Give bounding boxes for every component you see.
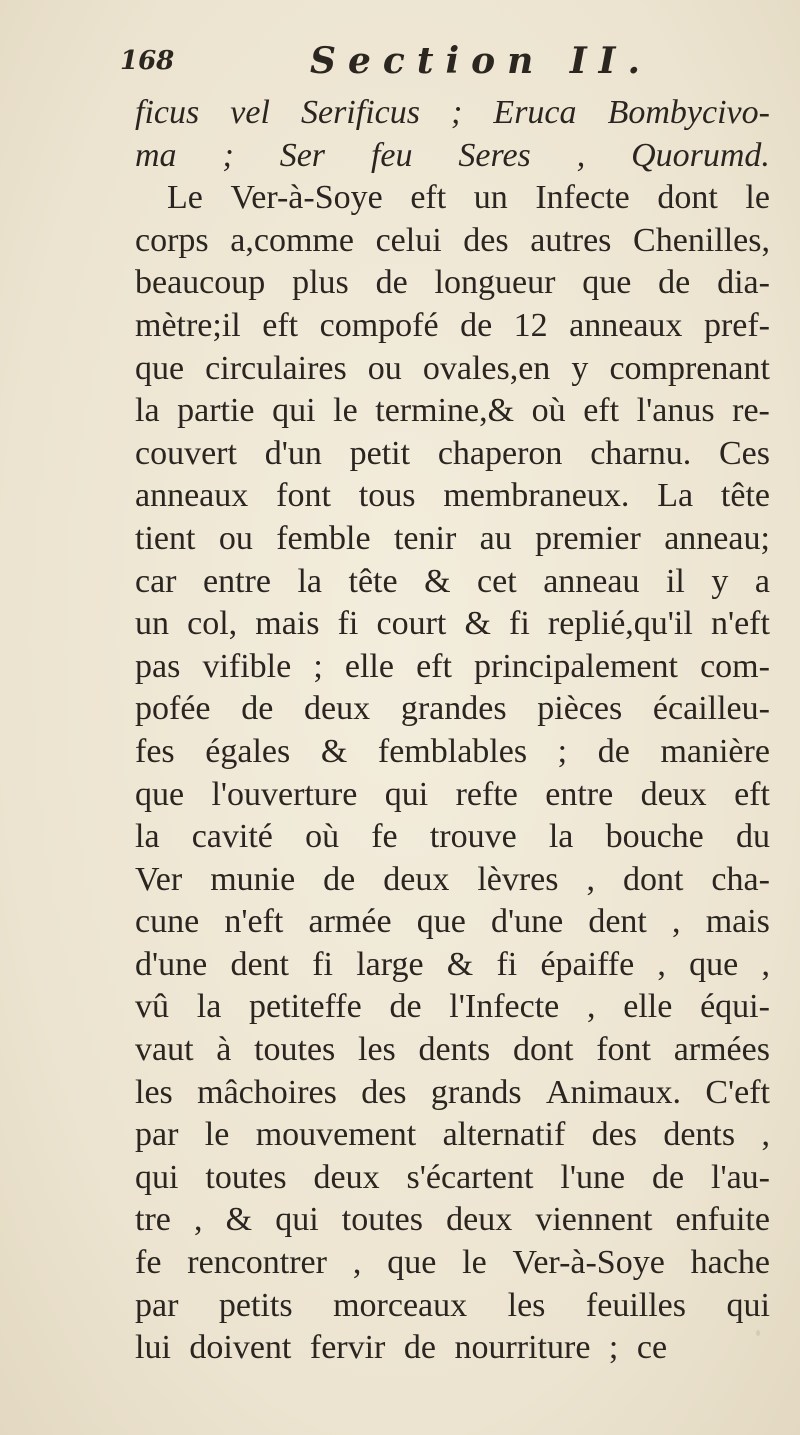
word: deux <box>640 775 707 813</box>
word: dent <box>588 903 647 941</box>
word: plus <box>292 264 349 302</box>
word: de <box>241 690 274 728</box>
word: cha- <box>711 860 770 898</box>
text-line <box>135 305 770 348</box>
word: que <box>582 264 632 302</box>
word: , <box>761 1116 770 1154</box>
word: couvert <box>135 434 237 472</box>
word: eft <box>583 392 620 430</box>
word: le <box>745 179 770 217</box>
word: des <box>591 1116 637 1154</box>
word: elle <box>623 988 673 1026</box>
word: femblables <box>377 732 528 770</box>
word: Ver <box>135 860 183 898</box>
word: Seres <box>458 136 531 174</box>
word: Eruca <box>493 94 577 131</box>
word: armée <box>308 903 392 941</box>
word: de <box>389 988 422 1026</box>
word: longueur <box>434 264 556 302</box>
word: , <box>193 1201 203 1239</box>
word: ma <box>135 136 177 174</box>
word: Ver-à-Soye <box>230 179 383 217</box>
text-line <box>135 475 770 518</box>
word: vel <box>230 94 270 131</box>
text-line <box>135 986 770 1029</box>
word: pièces <box>537 690 623 728</box>
word: font <box>276 477 331 515</box>
word: de <box>323 860 356 898</box>
word: fi <box>509 605 530 643</box>
word: y <box>571 349 589 387</box>
word: tre <box>135 1201 171 1239</box>
word: pofée <box>135 690 211 728</box>
word: fe <box>371 818 398 856</box>
word: replié,qu'il <box>547 605 693 643</box>
word: ovales,en <box>422 349 551 387</box>
word: , <box>576 136 586 174</box>
word: & <box>464 605 491 643</box>
word: qui <box>275 1201 319 1239</box>
word: court <box>376 605 447 643</box>
word: tête <box>720 477 770 515</box>
word: alternatif <box>442 1116 566 1154</box>
word: fe <box>135 1244 162 1282</box>
word: tenir <box>393 519 457 557</box>
word: dia- <box>717 264 770 302</box>
text-line <box>135 1114 770 1157</box>
text-line: lui doivent fervir de nourriture ; ce <box>135 1329 668 1367</box>
word: deux <box>304 690 371 728</box>
word: de <box>658 264 691 302</box>
word: à <box>216 1031 232 1069</box>
word: le <box>333 392 358 430</box>
word: autres <box>530 221 612 259</box>
word: morceaux <box>333 1286 468 1324</box>
word: par <box>135 1116 179 1154</box>
text-line <box>135 603 770 646</box>
text-line <box>135 1157 770 1200</box>
word: circulaires <box>205 349 347 387</box>
word: qui <box>135 1158 179 1196</box>
word: deux <box>313 1158 380 1196</box>
word: que <box>689 945 739 983</box>
text-line <box>135 177 770 220</box>
word: Chenilles, <box>633 221 770 259</box>
word: y <box>711 562 729 600</box>
word: vû <box>135 988 169 1026</box>
word: petits <box>218 1286 293 1324</box>
word: 12 <box>513 306 548 344</box>
word: entre <box>545 775 614 813</box>
word: premier <box>535 519 641 557</box>
word: tous <box>358 477 416 515</box>
word: car <box>135 562 177 600</box>
word: a,comme <box>230 221 354 259</box>
word: fi <box>337 605 359 643</box>
word: fi <box>312 945 333 983</box>
text-line <box>135 220 770 263</box>
word: toutes <box>341 1201 423 1239</box>
word: que <box>387 1244 437 1282</box>
word: , <box>352 1244 362 1282</box>
word: écailleu- <box>652 690 770 728</box>
word: mais <box>705 903 770 941</box>
word: beaucoup <box>135 264 266 302</box>
word: ; <box>313 647 323 685</box>
word: dont <box>657 179 718 217</box>
word: petiteffe <box>249 988 362 1026</box>
word: dents <box>418 1031 491 1069</box>
word: refte <box>455 775 518 813</box>
word: lèvres <box>477 860 559 898</box>
word: chaperon <box>437 434 563 472</box>
word: mètre;il <box>135 306 241 344</box>
word: re- <box>732 392 770 430</box>
word: cune <box>135 903 200 941</box>
text-line <box>135 944 770 987</box>
word: , <box>657 945 666 983</box>
word: anneaux <box>135 477 249 515</box>
word: de <box>651 1158 685 1196</box>
text-line <box>135 859 770 902</box>
word: de <box>375 264 408 302</box>
word: manière <box>660 732 770 770</box>
text-line <box>135 390 770 433</box>
text-line <box>135 135 770 178</box>
word: la <box>135 818 160 856</box>
word: eft <box>262 306 299 344</box>
word: tient <box>135 519 196 557</box>
word: l'une <box>560 1158 626 1196</box>
word: , <box>761 945 770 983</box>
word: principalement <box>474 647 678 685</box>
page-header <box>120 40 760 90</box>
word: bouche <box>605 818 704 856</box>
text-line <box>135 774 770 817</box>
word: au <box>479 519 512 557</box>
word: qui <box>726 1286 770 1324</box>
word: vaut <box>135 1031 194 1069</box>
word: armées <box>673 1031 770 1069</box>
word: anneau <box>543 562 640 600</box>
word: dents <box>663 1116 736 1154</box>
word: La <box>657 477 694 515</box>
word: la <box>548 818 574 856</box>
word: n'eft <box>224 903 284 941</box>
word: toutes <box>254 1031 336 1069</box>
word: deux <box>446 1201 513 1239</box>
word: anneau; <box>664 519 770 557</box>
text-line <box>135 518 770 561</box>
word: femble <box>276 519 371 557</box>
word: l'ouverture <box>211 775 358 813</box>
word: , <box>586 860 595 898</box>
word: dont <box>622 860 684 898</box>
word: Bombycivo- <box>607 94 770 131</box>
word: les <box>358 1031 396 1069</box>
paper-spot <box>756 1330 760 1336</box>
word: d'une <box>490 903 564 941</box>
word: celui <box>375 221 442 259</box>
section-title: Section II. <box>310 40 653 82</box>
word: & <box>446 945 474 983</box>
word: l'anus <box>636 392 715 430</box>
word: & <box>424 562 451 600</box>
word: Animaux. <box>545 1073 681 1111</box>
word: col, <box>187 605 238 643</box>
word: épaiffe <box>540 945 635 983</box>
word: & <box>225 1201 253 1239</box>
word: le <box>462 1244 487 1282</box>
word: n'eft <box>710 605 770 643</box>
word: toutes <box>205 1158 287 1196</box>
word: fi <box>496 945 518 983</box>
word: s'écartent <box>406 1158 534 1196</box>
body-text <box>135 92 770 1370</box>
word: Ver-à-Soye <box>512 1244 665 1282</box>
word: compofé <box>319 306 439 344</box>
word: entre <box>203 562 271 600</box>
text-line <box>135 1072 770 1115</box>
word: la <box>297 562 323 600</box>
word: termine,& <box>375 392 515 430</box>
word: équi- <box>700 988 770 1026</box>
word: partie <box>177 392 255 430</box>
word: Serificus <box>300 94 420 131</box>
word: tête <box>348 562 398 600</box>
word: des <box>463 221 509 259</box>
text-line <box>135 731 770 774</box>
word: viennent <box>535 1201 653 1239</box>
word: des <box>361 1073 407 1111</box>
word: qui <box>384 775 429 813</box>
word: elle <box>344 647 394 685</box>
word: du <box>735 818 770 856</box>
word: cet <box>477 562 517 600</box>
word: que <box>135 349 185 387</box>
word: où <box>305 818 340 856</box>
word: un <box>473 179 508 217</box>
word: d'une <box>135 945 208 983</box>
word: grands <box>430 1073 522 1111</box>
word: , <box>586 988 596 1026</box>
word: de <box>597 732 630 770</box>
word: feuilles <box>585 1286 686 1324</box>
word: charnu. <box>590 434 692 472</box>
word: de <box>460 306 493 344</box>
word: l'au- <box>711 1158 770 1196</box>
word: Quorumd. <box>631 136 770 174</box>
word: & <box>320 732 348 770</box>
word: d'un <box>264 434 322 472</box>
word: cavité <box>191 818 273 856</box>
word: qui <box>272 392 316 430</box>
word: large <box>356 945 424 983</box>
word: rencontrer <box>187 1244 327 1282</box>
word: un <box>135 605 169 643</box>
word: les <box>507 1286 546 1324</box>
word: ; <box>222 136 234 174</box>
text-line <box>135 646 770 689</box>
word: mâchoires <box>197 1073 337 1111</box>
text-line <box>135 688 770 731</box>
word: dont <box>513 1031 574 1069</box>
word: com- <box>700 647 770 685</box>
word: fes <box>135 732 175 770</box>
text-line <box>135 433 770 476</box>
word: que <box>416 903 466 941</box>
word: trouve <box>429 818 517 856</box>
word: Le <box>167 179 203 217</box>
word: dent <box>230 945 289 983</box>
text-line <box>135 1029 770 1072</box>
word: comprenant <box>609 349 770 387</box>
word: que <box>135 775 185 813</box>
word: par <box>135 1286 179 1324</box>
word: a <box>754 562 770 600</box>
word: Ces <box>718 434 770 472</box>
word: ou <box>367 349 402 387</box>
text-line <box>135 561 770 604</box>
word: pas <box>135 647 181 685</box>
word: corps <box>135 221 209 259</box>
word: ficus <box>135 94 200 131</box>
text-line <box>135 816 770 859</box>
word: égales <box>205 732 291 770</box>
word: enfuite <box>675 1201 770 1239</box>
word: eft <box>410 179 447 217</box>
word: eft <box>416 647 452 685</box>
word: hache <box>690 1244 770 1282</box>
word: mais <box>255 605 320 643</box>
word: , <box>672 903 681 941</box>
word: Ser <box>279 136 326 174</box>
text-line <box>135 348 770 391</box>
word: Infecte <box>535 179 630 217</box>
text-line <box>135 1285 770 1328</box>
text-line <box>135 901 770 944</box>
word: font <box>596 1031 651 1069</box>
text-line <box>135 92 770 135</box>
word: ; <box>557 732 568 770</box>
text-line <box>135 1242 770 1285</box>
word: C'eft <box>705 1073 770 1111</box>
text-line <box>135 262 770 305</box>
word: ; <box>451 94 463 131</box>
word: les <box>135 1073 173 1111</box>
word: le <box>204 1116 230 1154</box>
word: grandes <box>400 690 507 728</box>
word: membraneux. <box>443 477 630 515</box>
word: eft <box>734 775 770 813</box>
word: la <box>196 988 222 1026</box>
word: pref- <box>703 306 770 344</box>
word: vifible <box>202 647 292 685</box>
word: munie <box>210 860 296 898</box>
word: il <box>665 562 685 600</box>
page-number: 168 <box>120 46 175 76</box>
word: où <box>531 392 566 430</box>
word: mouvement <box>255 1116 417 1154</box>
text-line <box>135 1199 770 1242</box>
word: petit <box>349 434 411 472</box>
word: la <box>135 392 160 430</box>
word: feu <box>370 136 413 174</box>
word: anneaux <box>569 306 683 344</box>
word: l'Infecte <box>449 988 560 1026</box>
word: ou <box>218 519 253 557</box>
word: deux <box>383 860 450 898</box>
